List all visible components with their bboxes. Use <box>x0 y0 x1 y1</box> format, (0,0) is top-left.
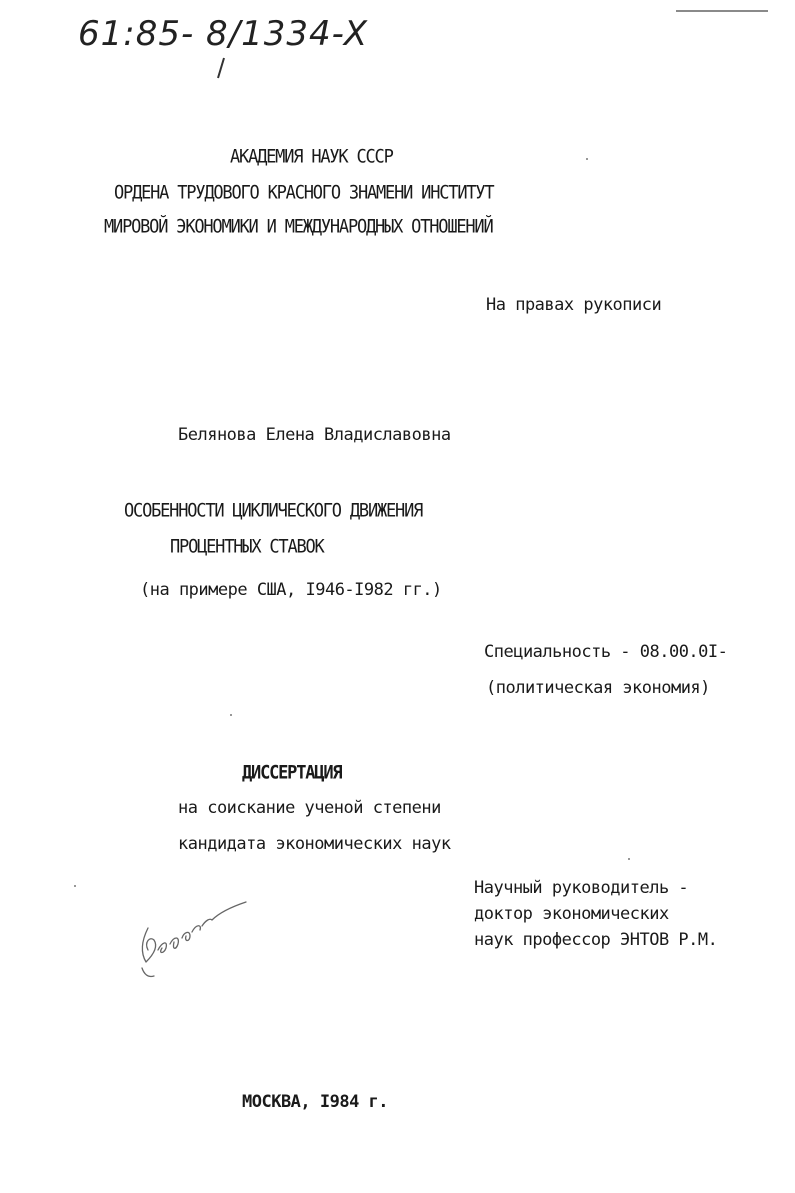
handwritten-archive-code: 61:85- 8/1334-X <box>78 14 369 54</box>
top-rule-mark <box>676 10 768 12</box>
pencil-signature <box>128 890 268 990</box>
speck <box>230 714 232 716</box>
dissertation-line-2: кандидата экономических наук <box>178 834 451 854</box>
advisor-line-3: наук профессор ЭНТОВ Р.М. <box>474 930 718 950</box>
title-line-2: ПРОЦЕНТНЫХ СТАВОК <box>170 536 324 558</box>
institution-line-3: МИРОВОЙ ЭКОНОМИКИ И МЕЖДУНАРОДНЫХ ОТНОШЕНИЙ <box>104 216 493 238</box>
title-line-1: ОСОБЕННОСТИ ЦИКЛИЧЕСКОГО ДВИЖЕНИЯ <box>124 500 423 522</box>
city-year: МОСКВА, I984 г. <box>242 1092 389 1112</box>
advisor-line-1: Научный руководитель - <box>474 878 689 898</box>
speck <box>74 885 76 887</box>
author-name: Белянова Елена Владиславовна <box>178 425 451 445</box>
speck <box>586 158 588 160</box>
institution-line-1: АКАДЕМИЯ НАУК СССР <box>230 146 393 168</box>
dissertation-label: ДИССЕРТАЦИЯ <box>242 762 342 784</box>
specialty-line-1: Специальность - 08.00.0I- <box>484 642 728 662</box>
speck <box>628 858 630 860</box>
specialty-line-2: (политическая экономия) <box>486 678 710 698</box>
rights-note: На правах рукописи <box>486 295 662 315</box>
handwritten-slash-mark <box>0 0 795 100</box>
institution-line-2: ОРДЕНА ТРУДОВОГО КРАСНОГО ЗНАМЕНИ ИНСТИТУТ <box>114 182 494 204</box>
dissertation-line-1: на соискание ученой степени <box>178 798 441 818</box>
title-subtitle: (на примере США, I946-I982 гг.) <box>140 580 442 600</box>
advisor-line-2: доктор экономических <box>474 904 669 924</box>
